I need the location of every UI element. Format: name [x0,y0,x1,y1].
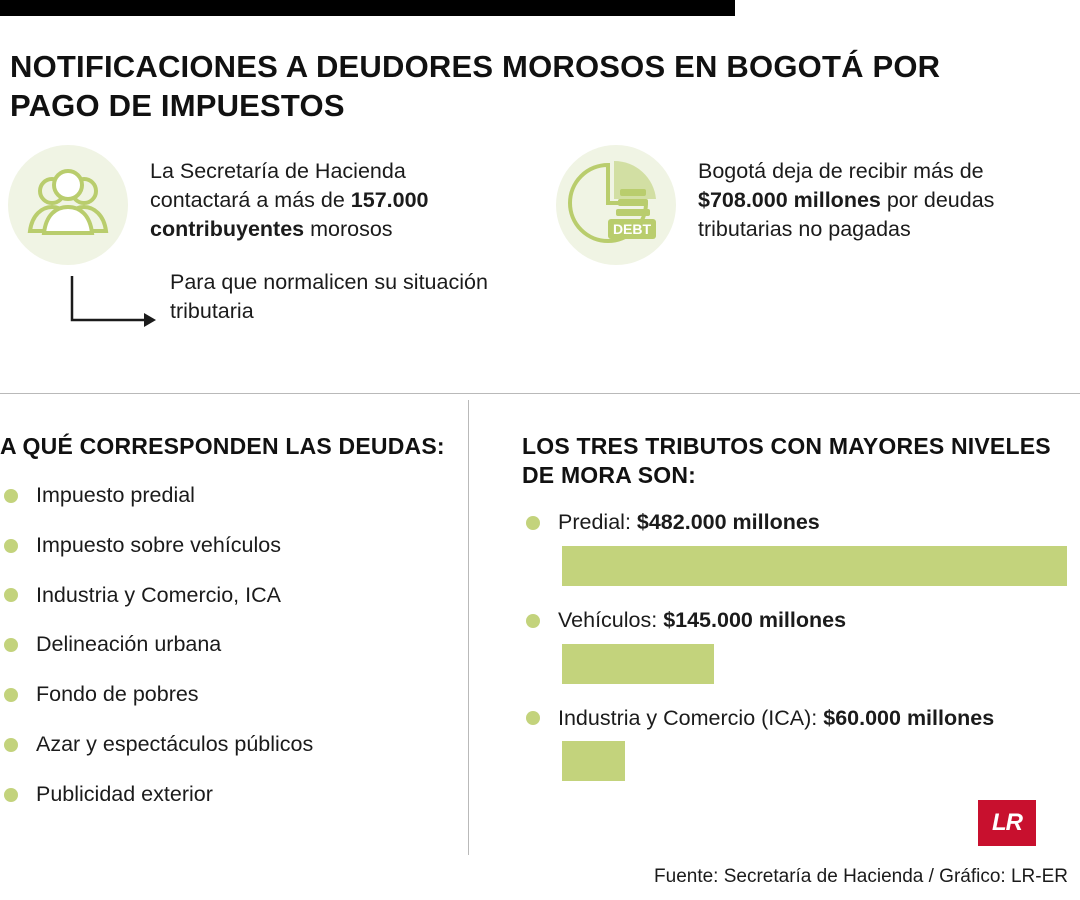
list-item-label: Publicidad exterior [36,781,213,806]
bullet-dot-icon [4,588,18,602]
svg-text:DEBT: DEBT [612,221,652,237]
bullet-dot-icon [4,489,18,503]
bar-category: Predial [558,509,625,534]
fact-contribuyentes-text [150,145,508,243]
bullet-dot-icon [526,516,540,530]
debts-list [0,483,450,808]
bullet-dot-icon [4,688,18,702]
bar-category: Industria y Comercio (ICA) [558,705,812,730]
horizontal-divider [0,393,1080,394]
bar-item-predial [522,510,1067,586]
source-credit: Fuente: Secretaría de Hacienda / Gráfico: LR-ER [654,866,1068,887]
top-accent-bar [0,0,735,16]
bullet-dot-icon [4,638,18,652]
list-item-label: Azar y espectáculos públicos [36,731,314,756]
pie-chart-debt-icon [556,145,676,265]
bar-label [522,608,1067,634]
fact-note-text: Para que normalicen su situación tributaria [170,270,488,323]
bar-chart [522,510,1067,781]
chart-title: LOS TRES TRIBUTOS CON MAYORES NIVELES DE MORA SON: [522,433,1051,488]
vertical-divider [468,400,469,855]
bar-value: $60.000 millones [823,705,995,730]
bar-separator: : [624,509,637,534]
bar-fill-predial [562,546,1067,586]
list-item [0,732,450,758]
facts-section [0,140,1080,380]
debts-list-section [0,432,450,832]
bullet-dot-icon [526,614,540,628]
list-item-label: Impuesto sobre vehículos [36,532,281,557]
list-item [0,583,450,609]
bar-label [522,510,1067,536]
fact-text-highlight: $708.000 millones [698,187,881,212]
bar-item-ica [522,706,1067,782]
bar-value: $482.000 millones [636,509,820,534]
bar-separator: : [651,607,664,632]
list-item [0,632,450,658]
bar-track [562,741,1067,781]
list-item [0,533,450,559]
lr-logo: LR [978,800,1036,846]
fact-text-part: morosos [304,216,393,241]
list-item-label: Fondo de pobres [36,682,199,707]
bar-value: $145.000 millones [663,607,847,632]
bar-fill-ica [562,741,625,781]
bar-track [562,644,1067,684]
fact-recaudo-text [698,145,1066,243]
arrow-icon [70,276,166,336]
people-group-icon [8,145,128,265]
fact-text-highlight: 157.000 contribuyentes [150,187,429,241]
list-item [0,782,450,808]
list-item-label: Industria y Comercio, ICA [36,582,281,607]
bar-fill-vehiculos [562,644,714,684]
bullet-dot-icon [526,711,540,725]
fact-text-part: por deudas tributarias no pagadas [698,187,995,241]
bullet-dot-icon [4,539,18,553]
fact-text-part: Bogotá deja de recibir más de [698,159,984,183]
fact-contribuyentes [8,145,508,265]
bar-category: Vehículos [558,607,652,632]
bar-separator: : [811,705,824,730]
bullet-dot-icon [4,738,18,752]
debts-list-title: A QUÉ CORRESPONDEN LAS DEUDAS: [0,433,445,459]
top-taxes-chart-section [522,432,1067,803]
bar-label [522,706,1067,732]
list-item-label: Impuesto predial [36,482,195,507]
list-item [0,483,450,509]
bullet-dot-icon [4,788,18,802]
bar-item-vehiculos [522,608,1067,684]
fact-text-part: La Secretaría de Hacienda contactará a más de [150,159,406,212]
page-title: NOTIFICACIONES A DEUDORES MOROSOS EN BOGOTÁ POR PAGO DE IMPUESTOS [10,48,941,124]
list-item [0,682,450,708]
bar-track [562,546,1067,586]
fact-recaudo [556,145,1066,265]
list-item-label: Delineación urbana [36,632,222,657]
